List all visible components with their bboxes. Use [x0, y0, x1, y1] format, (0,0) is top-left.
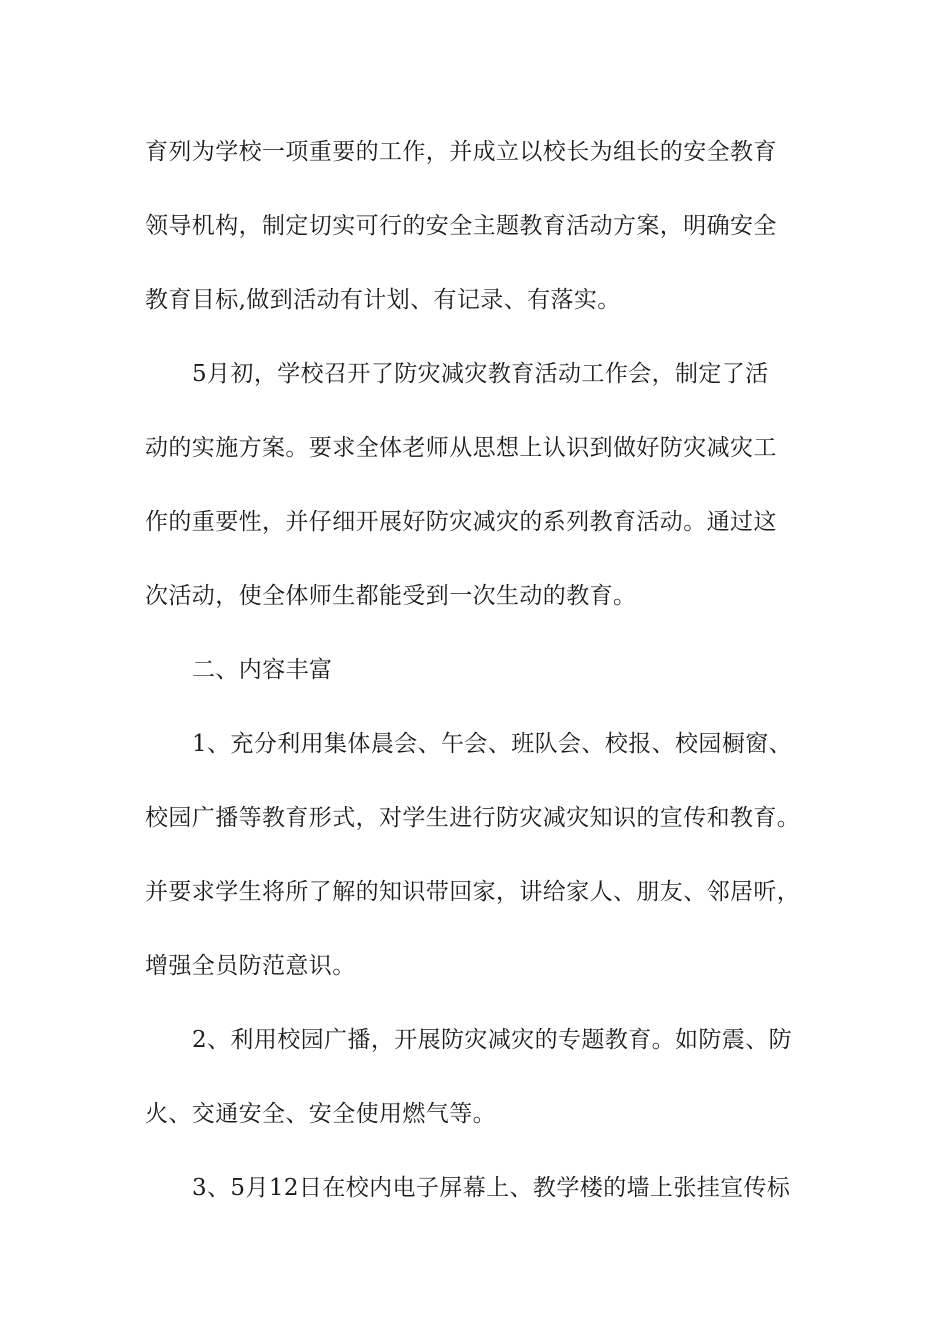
text-line-12: 增强全员防范意识。	[145, 953, 356, 979]
text-line-6: 作的重要性，并仔细开展好防灾减灾的系列教育活动。通过这	[145, 509, 777, 535]
section-heading: 二、内容丰富	[192, 657, 333, 683]
paragraph-start-line: 5月初，学校召开了防灾减灾教育活动工作会，制定了活	[192, 361, 769, 387]
list-item-1-line: 1、充分利用集体晨会、午会、班队会、校报、校园橱窗、	[192, 731, 793, 757]
text-line-11: 并要求学生将所了解的知识带回家，讲给家人、朋友、邻居听，	[145, 879, 801, 905]
text-line-1: 育列为学校一项重要的工作，并成立以校长为组长的安全教育	[145, 139, 777, 165]
text-line-7: 次活动，使全体师生都能受到一次生动的教育。	[145, 583, 637, 609]
text-line-3: 教育目标,做到活动有计划、有记录、有落实。	[145, 287, 621, 313]
text-line-2: 领导机构，制定切实可行的安全主题教育活动方案，明确安全	[145, 213, 777, 239]
text-line-10: 校园广播等教育形式，对学生进行防灾减灾知识的宣传和教育。	[145, 805, 801, 831]
text-line-5: 动的实施方案。要求全体老师从思想上认识到做好防灾减灾工	[145, 435, 777, 461]
list-item-2-line: 2、利用校园广播，开展防灾减灾的专题教育。如防震、防	[192, 1027, 793, 1053]
text-line-14: 火、交通安全、安全使用燃气等。	[145, 1101, 496, 1127]
list-item-3-line: 3、5月12日在校内电子屏幕上、教学楼的墙上张挂宣传标	[192, 1175, 791, 1201]
